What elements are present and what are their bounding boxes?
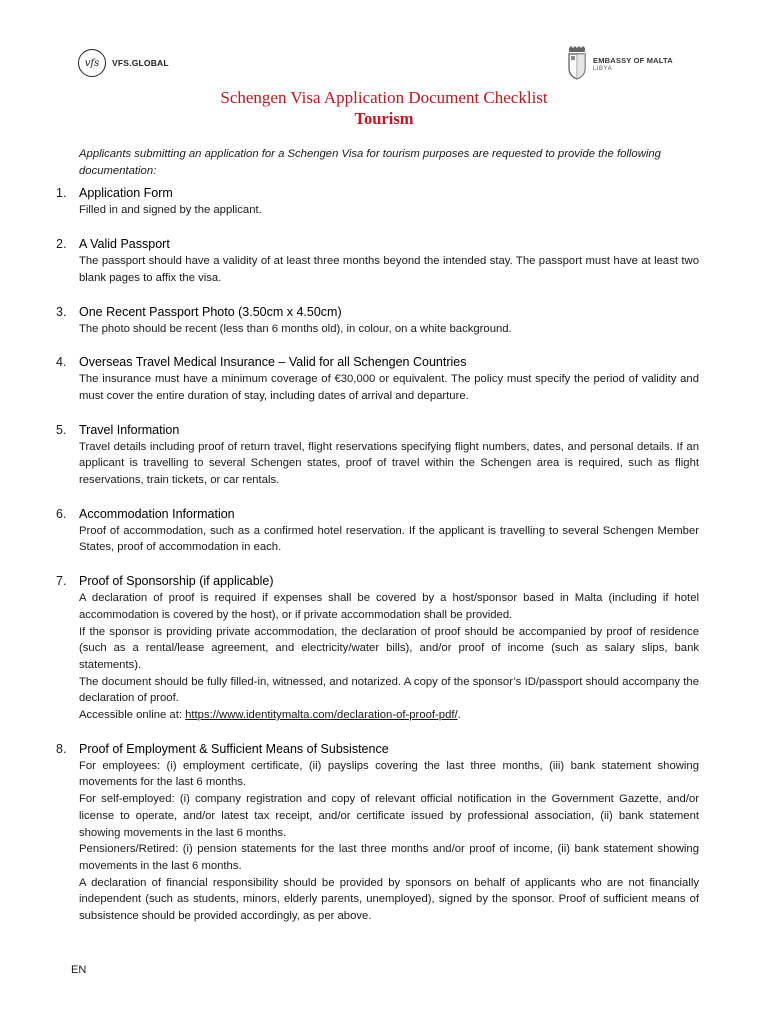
embassy-logo	[566, 46, 673, 80]
item-title: A Valid Passport	[79, 237, 170, 252]
item-title: Accommodation Information	[79, 506, 235, 521]
link-suffix: .	[457, 709, 461, 722]
checklist-item	[56, 236, 699, 286]
checklist-item	[56, 573, 699, 724]
item-paragraph: If the sponsor is providing private accommodation, the declaration of proof should be accompanied by proof of residence (such as a rental/lease agreement, and electricity/water bills), and/or proof of income (such as salary slips, bank statements).	[79, 625, 699, 671]
item-number: 4.	[56, 355, 67, 370]
item-number: 7.	[56, 574, 67, 589]
embassy-location: LIBYA	[593, 66, 613, 72]
online-access-line	[79, 707, 699, 724]
item-title: Travel Information	[79, 422, 180, 437]
checklist-content	[56, 146, 699, 942]
item-number: 6.	[56, 506, 67, 521]
checklist-item	[56, 422, 699, 489]
checklist-item	[56, 741, 699, 925]
malta-crest-icon	[566, 46, 588, 80]
item-paragraph: Travel details including proof of return travel, flight reservations specifying flight numbers, dates, and personal details. If an applicant is travelling to several Schengen states, proof of travel within the Schengen area is required, such as flight reservations, train tickets, or car rentals.	[79, 440, 699, 487]
vfs-global-logo	[78, 49, 169, 77]
embassy-name: EMBASSY OF MALTA	[593, 56, 673, 65]
checklist-item	[56, 185, 699, 219]
intro-paragraph: Applicants submitting an application for a Schengen Visa for tourism purposes are requested to provide the following documentation:	[79, 148, 661, 177]
item-title: One Recent Passport Photo (3.50cm x 4.50cm)	[79, 304, 342, 319]
item-number: 3.	[56, 304, 67, 319]
item-paragraph: Pensioners/Retired: (i) pension statements for the last three months and/or proof of income, (ii) bank statement showing movements in the last 6 months.	[79, 843, 699, 872]
item-title: Proof of Sponsorship (if applicable)	[79, 574, 274, 589]
checklist-item	[56, 354, 699, 404]
vfs-logo-mark: vfs	[78, 49, 106, 77]
checklist-item	[56, 304, 699, 338]
declaration-of-proof-link[interactable]: https://www.identitymalta.com/declaration-of-proof-pdf/	[185, 709, 458, 722]
item-paragraph: The document should be fully filled-in, witnessed, and notarized. A copy of the sponsor’s ID/passport should accompany the declaration of proof.	[79, 675, 699, 705]
document-subtitle: Tourism	[354, 109, 414, 128]
item-paragraph: The photo should be recent (less than 6 months old), in colour, on a white background.	[79, 322, 512, 335]
item-paragraph: For employees: (i) employment certificate, (ii) payslips covering the last three months, (iii) bank statement showing movements for the last 6 months.	[79, 759, 699, 789]
item-paragraph: The insurance must have a minimum coverage of €30,000 or equivalent. The policy must specify the period of validity and must cover the entire duration of stay, including dates of arrival and departure.	[79, 373, 699, 402]
item-title: Application Form	[79, 186, 173, 201]
checklist-item	[56, 506, 699, 556]
item-title: Proof of Employment & Sufficient Means of Subsistence	[79, 741, 389, 756]
item-paragraph: A declaration of proof is required if expenses shall be covered by a host/sponsor based in Malta (including if hotel accommodation is covered by the host), or if private accommodation shall be provided.	[79, 592, 699, 621]
item-number: 1.	[56, 186, 67, 201]
item-paragraph: A declaration of financial responsibility should be provided by sponsors on behalf of applicants who are not financially independent (such as students, minors, elderly parents, unemployed), signed by the sponsor. Proof of sufficient means of subsistence should be provided accordingly, as per above.	[79, 876, 699, 923]
vfs-logo-text: VFS.GLOBAL	[112, 58, 169, 68]
item-number: 5.	[56, 422, 67, 437]
item-paragraph: For self-employed: (i) company registration and copy of relevant official notification in the Government Gazette, and/or license to operate, and/or latest tax receipt, and/or certificate issued by professional association, (ii) bank statement showing movements in the last 6 months.	[79, 793, 699, 839]
checklist-items	[56, 185, 699, 924]
item-paragraph: Filled in and signed by the applicant.	[79, 204, 262, 217]
page-header	[0, 0, 768, 90]
link-prefix: Accessible online at:	[79, 709, 186, 722]
item-title: Overseas Travel Medical Insurance – Valid for all Schengen Countries	[79, 355, 467, 370]
item-paragraph: The passport should have a validity of at least three months beyond the intended stay. The passport must have at least two blank pages to affix the visa.	[79, 255, 699, 284]
item-number: 8.	[56, 741, 67, 756]
language-code: EN	[71, 964, 87, 976]
item-paragraph: Proof of accommodation, such as a confirmed hotel reservation. If the applicant is travelling to several Schengen Member States, proof of accommodation in each.	[79, 524, 699, 554]
item-number: 2.	[56, 237, 67, 252]
document-title: Schengen Visa Application Document Checklist	[220, 88, 548, 107]
